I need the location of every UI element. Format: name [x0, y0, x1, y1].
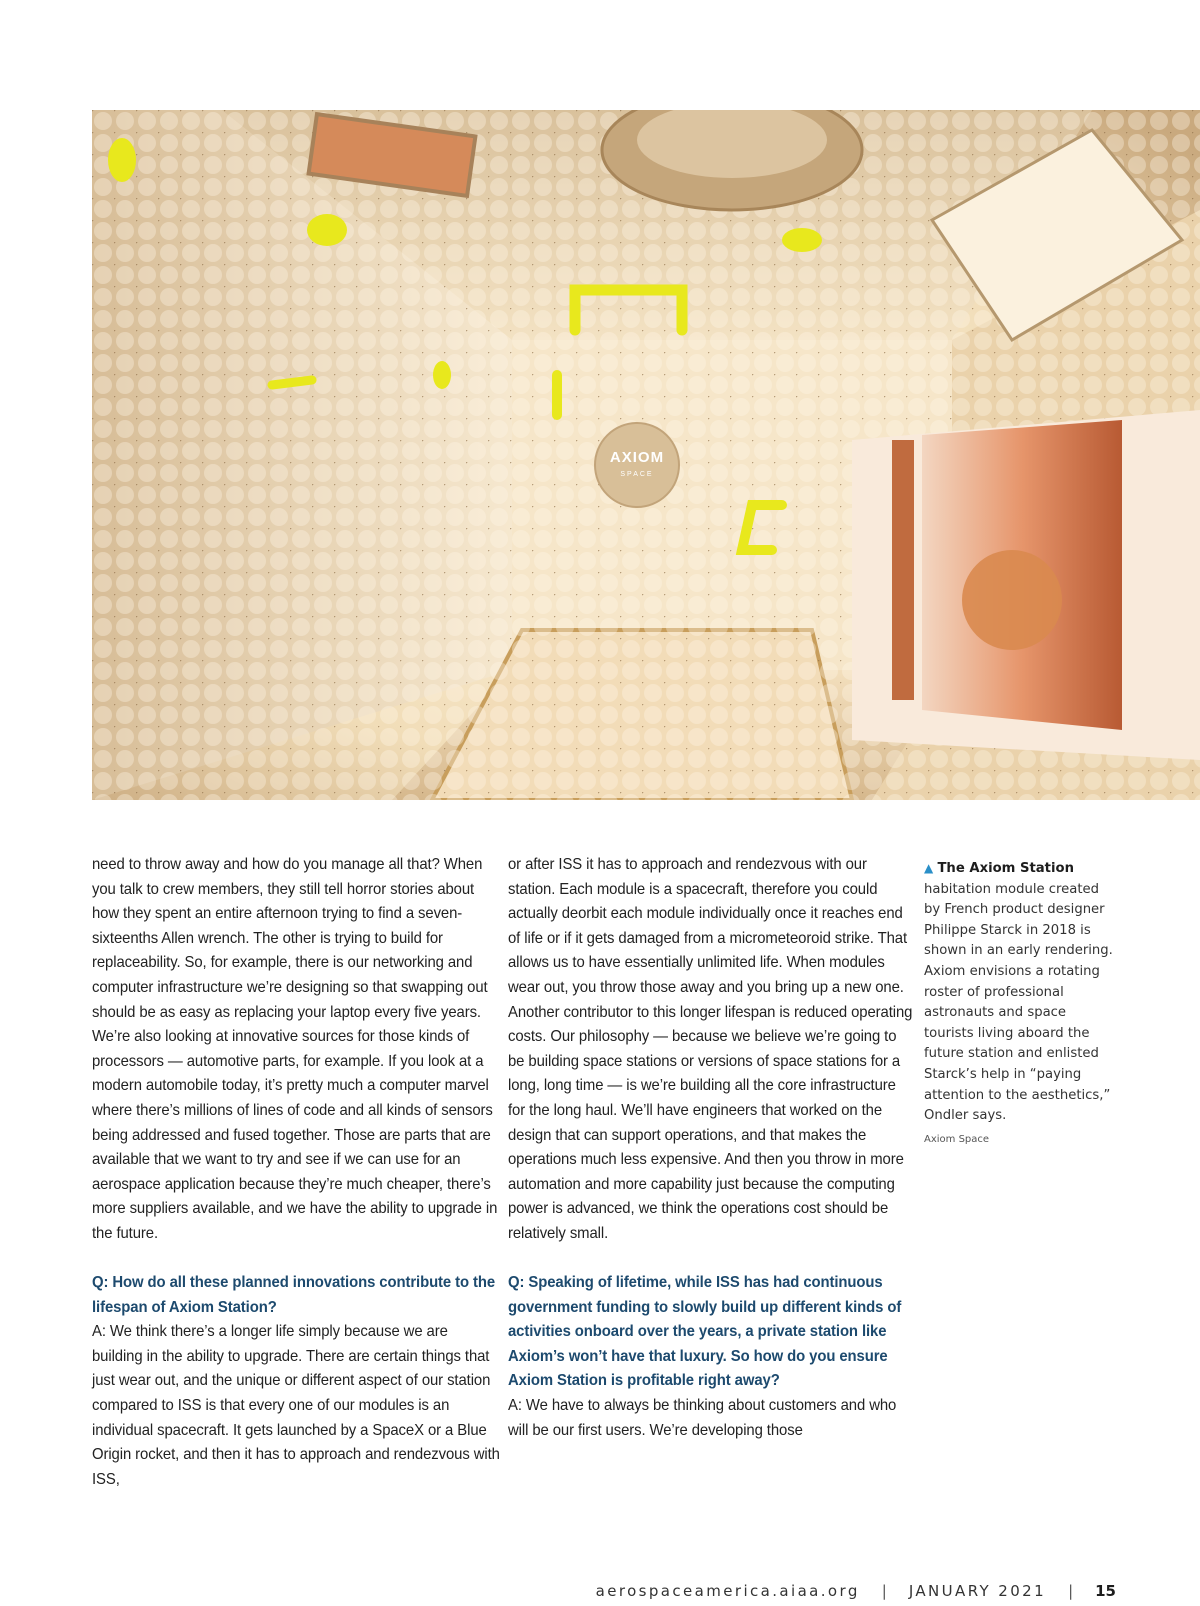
column2-answer: A: We have to always be thinking about customers and who will be our first users. We’re developing those [508, 1397, 897, 1439]
page-number: 15 [1095, 1582, 1116, 1600]
footer-separator: | [881, 1582, 887, 1600]
article-column-2 [508, 853, 915, 1443]
page-footer [596, 1582, 1116, 1600]
column1-question: Q: How do all these planned innovations contribute to the lifespan of Axiom Station? [92, 1274, 496, 1316]
footer-site: aerospaceamerica.aiaa.org [595, 1582, 860, 1600]
column1-paragraph: need to throw away and how do you manage all that? When you talk to crew members, they still tell horror stories about how they spent an entire afternoon trying to find a seven-sixteenths Allen wrench. The other is trying to build for replaceability. So, for example, there is our networking and computer infrastructure we’re designing so that swapping out should be as easy as replacing your laptop every five years. We’re also looking at innovative sources for those kinds of processors — automotive parts, for example. If you look at a modern automobile today, it’s pretty much a computer marvel where there’s millions of lines of code and all kinds of sensors being addressed and fused together. Those are parts that are available that we want to try and see if we can use for an aerospace application because they’re much cheaper, there’s more suppliers available, and we have the ability to upgrade in the future. [92, 856, 498, 1242]
column2-question: Q: Speaking of lifetime, while ISS has had continuous government funding to slowly build up different kinds of activities onboard over the years, a private station like Axiom’s won’t have that luxury. So how do you ensure Axiom Station is profitable right away? [508, 1274, 902, 1390]
caption-credit: Axiom Space [924, 1133, 990, 1145]
caption-body: habitation module created by French product designer Philippe Starck in 2018 is shown in an early rendering. Axiom envisions a rotating roster of professional astronauts and space tourists living aboard the future station and enlisted Starck’s help in “paying attention to the aesthetics,” Ondler says. [924, 881, 1113, 1124]
photo-caption [924, 858, 1114, 1150]
column2-paragraph: or after ISS it has to approach and rendezvous with our station. Each module is a spacecraft, therefore you could actually deorbit each module individually once it reaches end of life or if it gets damaged from a micrometeoroid strike. That allows us to have essentially unlimited life. When modules wear out, you throw those away and you bring up a new one. Another contributor to this longer lifespan is reduced operating costs. Our philosophy — because we believe we’re going to be building space stations or versions of space stations for a long, long time — is we’re building all the core infrastructure for the long haul. We’ll have engineers that worked on the design that can support operations, and that makes the operations much less expensive. And then you throw in more automation and more capability just because the computing power is advanced, we think the operations cost should be relatively small. [508, 856, 913, 1242]
axiom-station-interior-photo [92, 110, 1200, 800]
footer-separator: | [1068, 1582, 1074, 1600]
article-column-1 [92, 853, 501, 1492]
axiom-logo-subtext: SPACE [620, 471, 654, 478]
caption-triangle-icon: ▲ [924, 861, 934, 875]
caption-title: The Axiom Station [937, 861, 1074, 876]
axiom-logo-text: AXIOM [609, 449, 665, 466]
column1-answer: A: We think there’s a longer life simply because we are building in the ability to upgrade. There are certain things that just wear out, and the unique or different aspect of our station compared to ISS is that every one of our modules is an individual spacecraft. It gets launched by a SpaceX or a Blue Origin rocket, and then it has to approach and rendezvous with ISS, [92, 1323, 500, 1488]
footer-issue: JANUARY 2021 [908, 1582, 1047, 1600]
